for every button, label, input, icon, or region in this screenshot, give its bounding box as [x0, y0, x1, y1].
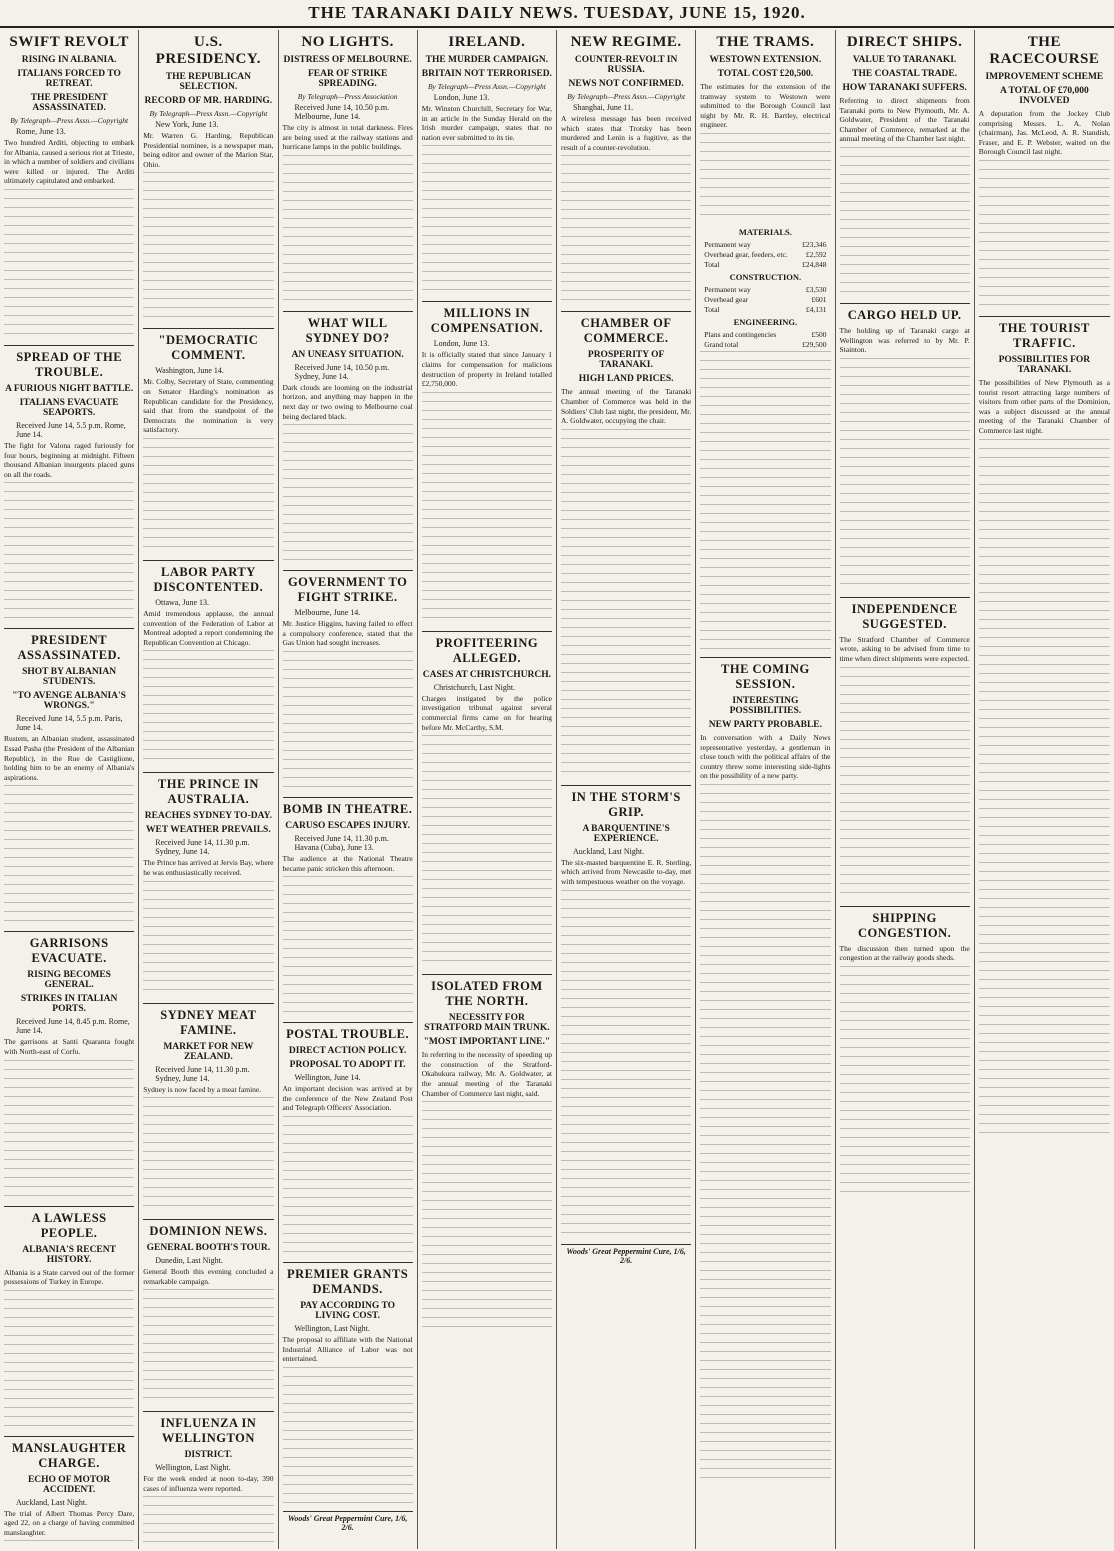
- text-filler: [283, 876, 413, 1016]
- column-headline: IRELAND.: [448, 34, 526, 50]
- text-filler: [4, 189, 134, 339]
- section-text: Charges instigated by the police investigation tribunal against several commercial firms came on for hearing before Mr. McCarthy, S.M.: [421, 693, 552, 732]
- section-rule: [4, 931, 134, 932]
- section-text: The possibilities of New Plymouth as a tourist resort attracting large numbers of visitors from other parts of the Dominion, was a subject discussed at the annual meeting of the Taranaki Chamber of Commerce last night.: [978, 377, 1110, 435]
- byline: By Telegraph—Press Association: [297, 92, 398, 101]
- section-rule: [840, 597, 970, 598]
- section-headline: DOMINION NEWS.: [149, 1224, 268, 1239]
- table-value: £4,131: [805, 304, 827, 314]
- section-text: The Prince has arrived at Jervis Bay, where he was enthusiastically received.: [143, 858, 274, 877]
- section-rule: [422, 301, 552, 302]
- column-headline: THE RACECOURSE: [989, 34, 1100, 67]
- table-row: [704, 330, 826, 339]
- column-8: [975, 30, 1114, 1549]
- section-dateline: Received June 14, 8.45 p.m. Rome, June 14.: [16, 1017, 130, 1036]
- sub-headline: RECORD OF MR. HARDING.: [144, 96, 273, 106]
- byline: By Telegraph—Press Assn.—Copyright: [149, 109, 268, 118]
- section-sub-headline: AN UNEASY SITUATION.: [291, 349, 404, 360]
- sub-headline: THE PRESIDENT ASSASSINATED.: [30, 93, 108, 113]
- section-rule: [283, 570, 413, 571]
- section-text: The Stratford Chamber of Commerce wrote, asking to be advised from time to time when direct shipments were expected.: [839, 634, 970, 663]
- section-sub-headline: INTERESTING POSSIBILITIES.: [729, 695, 802, 716]
- table-item: Overhead gear, feeders, etc.: [704, 249, 788, 259]
- byline: By Telegraph—Press Assn.—Copyright: [10, 116, 129, 125]
- article-text: A deputation from the Jockey Club comprising Messrs. L. A. Nolan (chairman), Jas. McLeod, A. R. Standish, Fraser, and E. P. Webster, waited on the Borough Council last night.: [978, 109, 1110, 157]
- section-text: The proposal to affiliate with the National Industrial Alliance of Labor was not entertained.: [282, 1334, 413, 1364]
- section-sub-headline: A FURIOUS NIGHT BATTLE.: [5, 383, 134, 394]
- section-headline: CHAMBER OF COMMERCE.: [580, 316, 672, 346]
- masthead-title: THE TARANAKI DAILY NEWS. TUESDAY, JUNE 15, 1920.: [308, 3, 806, 22]
- sub-headline: HOW TARANAKI SUFFERS.: [842, 83, 967, 93]
- sub-headline: ITALIANS FORCED TO RETREAT.: [17, 69, 121, 89]
- section-rule: [4, 1206, 134, 1207]
- article-text: Mr. Warren G. Harding, Republican Presidential nominee, is a newspaper man, being editor and owner of the Marion Star, Ohio.: [143, 131, 274, 169]
- section-text: General Booth this evening concluded a remarkable campaign.: [143, 1267, 274, 1286]
- section-dateline: Received June 14, 11.30 p.m. Sydney, June 14.: [155, 1064, 250, 1083]
- table-row: [704, 340, 826, 349]
- column-1: [0, 30, 139, 1549]
- section-dateline: Received June 14, 11.30 p.m. Sydney, June 14.: [155, 838, 250, 857]
- text-filler: [4, 482, 134, 622]
- sub-headline: A TOTAL OF £70,000 INVOLVED: [999, 86, 1089, 106]
- section-text: An important decision was arrived at by the conference of the New Zealand Post and Telegraph Officers' Association.: [282, 1084, 413, 1113]
- section-sub-headline: PAY ACCORDING TO LIVING COST.: [300, 1300, 396, 1321]
- sub-headline: WESTOWN EXTENSION.: [709, 55, 822, 65]
- section-dateline: Wellington, June 14.: [294, 1073, 361, 1083]
- section-headline: MILLIONS IN COMPENSATION.: [430, 306, 543, 336]
- section-sub-headline: PROSPERITY OF TARANAKI.: [587, 350, 665, 371]
- dateline: New York, June 13.: [155, 120, 219, 129]
- section-rule: [4, 1436, 134, 1437]
- column-headline: DIRECT SHIPS.: [846, 34, 963, 50]
- advertisement: Woods' Great Peppermint Cure, 1/6, 2/6.: [561, 1244, 691, 1265]
- text-filler: [979, 439, 1110, 1139]
- section-text: Sydney is now faced by a meat famine.: [143, 1084, 262, 1094]
- section-rule: [561, 785, 691, 786]
- table-value: £23,346: [802, 239, 827, 249]
- dateline: Received June 14, 10.50 p.m. Melbourne, June 14.: [294, 103, 390, 121]
- text-filler: [283, 155, 413, 305]
- article-text: Two hundred Arditi, objecting to embark for Albania, caused a serious riot at Trieste, in which a number of soldiers and civilians were killed or injured. The Arditi ultimately capitulated and embarked.: [4, 138, 135, 186]
- section-rule: [4, 345, 134, 346]
- section-text: It is officially stated that since January 1 claims for compensation for malicious destruction of property in Ireland totalled £2,750,000.: [421, 350, 552, 389]
- section-sub-headline: SHOT BY ALBANIAN STUDENTS.: [22, 667, 117, 688]
- text-filler: [143, 172, 273, 322]
- section-sub-headline: POSSIBILITIES FOR TARANAKI.: [998, 354, 1091, 375]
- section-headline: LABOR PARTY DISCONTENTED.: [153, 564, 264, 594]
- section-rule: [979, 316, 1110, 317]
- section-headline: POSTAL TROUBLE.: [286, 1027, 410, 1042]
- section-headline: THE TOURIST TRAFFIC.: [998, 320, 1090, 350]
- column-headline: U.S. PRESIDENCY.: [155, 34, 262, 67]
- sub-headline: THE MURDER CAMPAIGN.: [425, 55, 549, 65]
- section-text: The trial of Albert Thomas Percy Dare, aged 22, on a charge of having committed manslaughter.: [4, 1508, 135, 1537]
- section-headline: SYDNEY MEAT FAMINE.: [160, 1007, 257, 1037]
- section-rule: [143, 1003, 273, 1004]
- table-label: CONSTRUCTION.: [729, 271, 802, 282]
- section-dateline: Washington, June 14.: [155, 366, 224, 376]
- section-rule: [143, 560, 273, 561]
- section-dateline: Ottawa, June 13.: [155, 597, 210, 607]
- table-item: Permanent way: [704, 284, 751, 294]
- section-text: Rustem, an Albanian student, assassinated Essad Pasha (the President of the Albanian Republic), in the Rue de Castiglione, holding him to be an enemy of Albania's aspirations.: [4, 734, 135, 782]
- column-headline: NEW REGIME.: [570, 34, 682, 50]
- section-rule: [422, 974, 552, 975]
- text-filler: [283, 651, 413, 791]
- text-filler: [422, 392, 552, 625]
- sub-headline: THE REPUBLICAN SELECTION.: [165, 72, 251, 92]
- text-filler: [979, 160, 1110, 310]
- section-headline: INFLUENZA IN WELLINGTON: [160, 1416, 257, 1446]
- section-headline: GARRISONS EVACUATE.: [29, 936, 109, 966]
- section-dateline: Wellington, Last Night.: [294, 1323, 370, 1333]
- section-rule: [283, 1022, 413, 1023]
- section-sub-headline: A BARQUENTINE'S EXPERIENCE.: [582, 823, 670, 844]
- section-rule: [840, 303, 970, 304]
- section-dateline: Received June 14, 11.30 p.m. Havana (Cuba), June 13.: [294, 833, 389, 852]
- section-headline: THE COMING SESSION.: [721, 661, 810, 691]
- section-text: Amid tremendous applause, the annual convention of the Federation of Labor at Montreal adopted a report condemning the Republican Convention at Chicago.: [143, 608, 274, 647]
- text-filler: [840, 667, 970, 900]
- text-filler: [283, 1367, 413, 1507]
- section-text: Albania is a State carved out of the former possessions of Turkey in Europe.: [4, 1267, 135, 1287]
- article-text: Mr. Winston Churchill, Secretary for War, in an article in the Sunday Herald on the Irish murder campaign, states that no nation ever submitted to its tie.: [421, 104, 552, 142]
- column-6: [696, 30, 835, 1549]
- table-item: Total: [704, 304, 720, 314]
- column-headline: SWIFT REVOLT: [9, 34, 129, 50]
- table-row: [704, 295, 826, 304]
- section-sub-headline: ECHO OF MOTOR ACCIDENT.: [27, 1474, 111, 1495]
- section-rule: [283, 311, 413, 312]
- text-filler: [283, 1116, 413, 1256]
- text-filler: [143, 650, 273, 766]
- section-rule: [143, 772, 273, 773]
- section-headline: PROFITEERING ALLEGED.: [435, 635, 539, 665]
- column-2: [139, 30, 278, 1549]
- section-text: The six-masted barquentine E. R. Sterling, which arrived from Newcastle to-day, met with tempestuous weather on the voyage.: [561, 857, 692, 886]
- section-text: Mr. Justice Higgins, having failed to effect a compulsory conference, stated that the Gas Union had sought increases.: [282, 619, 413, 648]
- section-headline: WHAT WILL SYDNEY DO?: [305, 315, 390, 345]
- section-sub-headline: ITALIANS EVACUATE SEAPORTS.: [19, 397, 119, 418]
- section-headline: GOVERNMENT TO FIGHT STRIKE.: [287, 575, 408, 605]
- section-dateline: London, June 13.: [433, 339, 490, 349]
- section-text: Dark clouds are looming on the industrial horizon, and anything may happen in the next day or two owing to Melbourne coal being declared black.: [282, 382, 413, 421]
- section-headline: THE PRINCE IN AUSTRALIA.: [157, 777, 259, 807]
- sub-headline: NEWS NOT CONFIRMED.: [568, 79, 684, 89]
- section-rule: [143, 1411, 273, 1412]
- sub-headline: VALUE TO TARANAKI.: [852, 55, 957, 65]
- sub-headline: DISTRESS OF MELBOURNE.: [283, 55, 412, 65]
- sub-headline: THE COASTAL TRADE.: [852, 69, 958, 79]
- text-filler: [561, 155, 691, 305]
- table-value: £29,500: [802, 339, 827, 349]
- section-dateline: Melbourne, June 14.: [294, 608, 361, 618]
- section-rule: [422, 631, 552, 632]
- article-text: Referring to direct shipments from Taranaki ports to New Plymouth, Mr. A. Goldwater, President of the Taranaki Chamber of Commerce, remarked at the annual meeting of the Chamber last night.: [839, 96, 970, 144]
- text-filler: [840, 966, 970, 1199]
- section-sub-headline: DIRECT ACTION POLICY.: [288, 1046, 407, 1057]
- section-text: The garrisons at Santi Quaranta fought with North-east of Corfu.: [4, 1037, 135, 1056]
- section-sub-headline: CARUSO ESCAPES INJURY.: [285, 820, 410, 831]
- section-headline: CARGO HELD UP.: [847, 307, 962, 322]
- section-text: In conversation with a Daily News representative yesterday, a gentleman in close touch with the political affairs of the country threw some interesting side-lights on the possibility of a new party.: [700, 732, 831, 781]
- section-headline: PREMIER GRANTS DEMANDS.: [287, 1266, 409, 1296]
- text-filler: [840, 147, 970, 297]
- table-value: £601: [811, 294, 827, 304]
- table-item: Grand total: [704, 339, 739, 349]
- section-sub-headline: RISING BECOMES GENERAL.: [27, 970, 111, 991]
- text-filler: [422, 145, 552, 295]
- dateline: London, June 13.: [433, 93, 490, 102]
- section-dateline: Auckland, Last Night.: [573, 846, 645, 856]
- text-filler: [4, 785, 134, 925]
- section-rule: [143, 1219, 273, 1220]
- text-filler: [143, 438, 273, 554]
- section-rule: [4, 628, 134, 629]
- section-headline: MANSLAUGHTER CHARGE.: [11, 1440, 127, 1470]
- text-filler: [4, 1540, 134, 1549]
- section-sub-headline: ALBANIA'S RECENT HISTORY.: [22, 1244, 116, 1265]
- sub-headline: TOTAL COST £20,500.: [717, 69, 814, 79]
- text-filler: [143, 1097, 273, 1213]
- article-text: A wireless message has been received which states that Trotsky has been murdered and Lenin is a fugitive, as the result of a counter-revolution.: [561, 114, 692, 152]
- section-rule: [283, 797, 413, 798]
- text-filler: [143, 1496, 273, 1549]
- section-text: In referring to the necessity of speeding up the construction of the Stratford-Okahukura railway, Mr. A. Goldwater, at the annual meeting of the Taranaki Chamber of Commerce last night, said.: [421, 1050, 552, 1098]
- sub-headline: COUNTER-REVOLT IN RUSSIA.: [574, 55, 678, 75]
- column-headline: THE TRAMS.: [716, 34, 815, 50]
- section-headline: PRESIDENT ASSASSINATED.: [17, 633, 121, 663]
- table-value: £500: [811, 329, 827, 339]
- column-5: [557, 30, 696, 1549]
- section-headline: BOMB IN THEATRE.: [282, 801, 413, 816]
- section-sub-headline: CASES AT CHRISTCHURCH.: [422, 669, 551, 680]
- section-rule: [840, 906, 970, 907]
- section-dateline: Christchurch, Last Night.: [433, 682, 516, 692]
- sub-headline: RISING IN ALBANIA.: [21, 55, 117, 65]
- column-headline: NO LIGHTS.: [301, 34, 394, 50]
- sub-headline: BRITAIN NOT TERRORISED.: [421, 69, 552, 79]
- text-filler: [143, 881, 273, 997]
- section-sub-headline: GENERAL BOOTH'S TOUR.: [146, 1243, 271, 1254]
- text-filler: [4, 1060, 134, 1200]
- dateline: Rome, June 13.: [16, 127, 66, 136]
- table-row: [704, 285, 826, 294]
- section-dateline: Received June 14, 5.5 p.m. Paris, June 14.: [16, 714, 123, 733]
- section-headline: A LAWLESS PEOPLE.: [31, 1210, 107, 1240]
- table-value: £3,530: [805, 284, 827, 294]
- text-filler: [561, 429, 691, 779]
- text-filler: [700, 784, 830, 1484]
- dateline: Shanghai, June 11.: [573, 103, 634, 112]
- section-headline: SPREAD OF THE TROUBLE.: [16, 349, 123, 379]
- advertisement: Woods' Great Peppermint Cure, 1/6, 2/6.: [283, 1511, 413, 1532]
- text-filler: [4, 1290, 134, 1430]
- byline: By Telegraph—Press Assn.—Copyright: [427, 82, 546, 91]
- table-item: Permanent way: [704, 239, 751, 249]
- table-row: [704, 260, 826, 269]
- section-text: The audience at the National Theatre became panic stricken this afternoon.: [282, 853, 413, 873]
- section-sub-headline: "MOST IMPORTANT LINE.": [423, 1037, 551, 1048]
- table-item: Total: [704, 259, 720, 269]
- section-text: The annual meeting of the Taranaki Chamber of Commerce was held in the Soldiers' Club last night, the president, Mr. A. Goldwater, occupying the chair.: [561, 387, 692, 426]
- columns: [0, 30, 1114, 1549]
- section-rule: [283, 1262, 413, 1263]
- section-sub-headline: MARKET FOR NEW ZEALAND.: [163, 1041, 254, 1062]
- section-sub-headline: "TO AVENGE ALBANIA'S WRONGS.": [12, 691, 126, 712]
- section-headline: "DEMOCRATIC COMMENT.: [158, 333, 259, 363]
- section-dateline: Received June 14, 10.50 p.m. Sydney, June 14.: [294, 362, 390, 381]
- table-row: [704, 250, 826, 259]
- text-filler: [422, 1101, 552, 1334]
- table-row: [704, 240, 826, 249]
- section-sub-headline: NEW PARTY PROBABLE.: [708, 719, 822, 730]
- section-headline: IN THE STORM'S GRIP.: [571, 789, 681, 819]
- text-filler: [143, 1289, 273, 1405]
- section-rule: [700, 657, 830, 658]
- section-sub-headline: WET WEATHER PREVAILS.: [146, 825, 271, 836]
- text-filler: [561, 890, 691, 1240]
- section-text: The discussion then turned upon the congestion at the railway goods sheds.: [839, 943, 970, 963]
- byline: By Telegraph—Press Assn.—Copyright: [567, 92, 686, 101]
- article-text: The estimates for the extension of the tramway system to Westown were submitted to the Borough Council last night by Mr. R. H. Bartley, electrical engineer.: [700, 82, 831, 130]
- text-filler: [840, 358, 970, 591]
- column-7: [836, 30, 975, 1549]
- text-filler: [700, 351, 830, 651]
- table-item: Overhead gear: [704, 294, 749, 304]
- section-headline: ISOLATED FROM THE NORTH.: [431, 979, 543, 1009]
- table-value: £2,592: [805, 249, 827, 259]
- section-sub-headline: REACHES SYDNEY TO-DAY.: [144, 811, 272, 822]
- section-sub-headline: PROPOSAL TO ADOPT IT.: [289, 1060, 406, 1071]
- section-dateline: Auckland, Last Night.: [16, 1497, 88, 1507]
- text-filler: [422, 735, 552, 968]
- table-row: [704, 305, 826, 314]
- section-headline: INDEPENDENCE SUGGESTED.: [851, 601, 958, 631]
- table-label: MATERIALS.: [738, 226, 792, 237]
- sub-headline: FEAR OF STRIKE SPREADING.: [307, 69, 388, 89]
- text-filler: [283, 424, 413, 564]
- section-sub-headline: DISTRICT.: [184, 1450, 233, 1461]
- column-3: [279, 30, 418, 1549]
- masthead: [0, 0, 1114, 28]
- sub-headline: IMPROVEMENT SCHEME: [985, 72, 1104, 82]
- text-filler: [700, 133, 830, 223]
- table-label: ENGINEERING.: [733, 316, 798, 327]
- section-rule: [561, 311, 691, 312]
- article-text: The city is almost in total darkness. Fires are being used at the railway stations and hurricane lamps in the public buildings.: [282, 123, 413, 152]
- section-dateline: Dunedin, Last Night.: [155, 1256, 223, 1266]
- section-dateline: Received June 14, 5.5 p.m. Rome, June 14.: [16, 420, 126, 439]
- table-item: Plans and contingencies: [704, 329, 777, 339]
- section-dateline: Wellington, Last Night.: [155, 1463, 231, 1473]
- table-value: £24,848: [802, 259, 827, 269]
- section-headline: SHIPPING CONGESTION.: [857, 910, 952, 940]
- section-sub-headline: NECESSITY FOR STRATFORD MAIN TRUNK.: [424, 1013, 550, 1034]
- section-text: The fight for Valona raged furiously for four hours, beginning at midnight. Fifteen thousand Albanian insurgents placed guns on all the roads.: [4, 440, 135, 479]
- column-4: [418, 30, 557, 1549]
- section-text: The holding up of Taranaki cargo at Wellington was referred to by Mr. P. Stainton.: [839, 325, 970, 355]
- section-text: For the week ended at noon to-day, 390 cases of influenza were reported.: [143, 1474, 274, 1493]
- section-sub-headline: STRIKES IN ITALIAN PORTS.: [20, 994, 118, 1015]
- section-text: Mr. Colby, Secretary of State, commenting on Senator Harding's nomination as Republican candidate for the Presidency, said that from the standpoint of the Democrats the nomination is very satisfactory.: [143, 377, 274, 435]
- section-rule: [143, 328, 273, 329]
- section-sub-headline: HIGH LAND PRICES.: [578, 374, 674, 385]
